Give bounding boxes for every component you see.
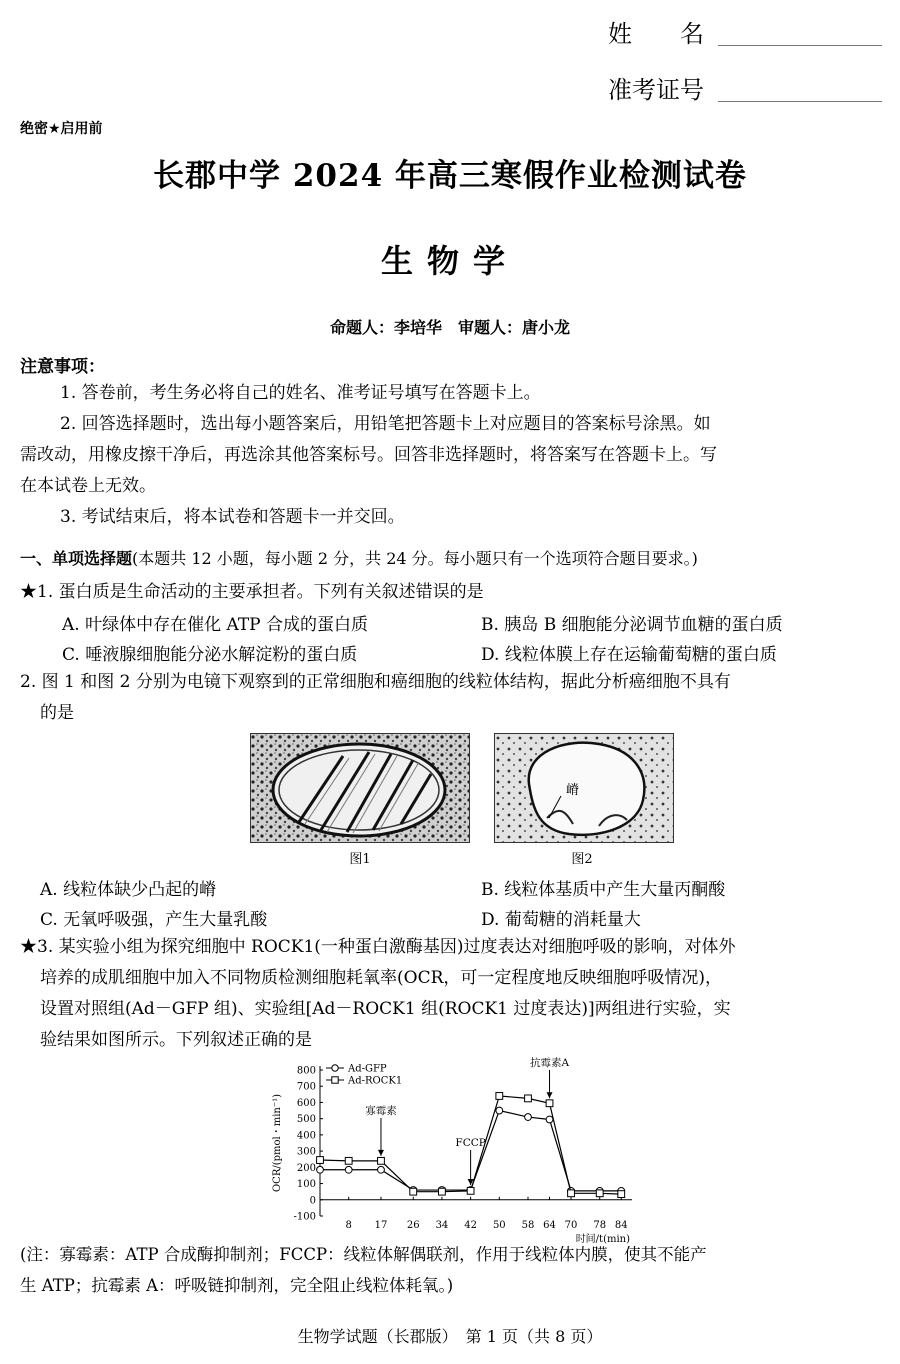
q3-stem: ★3. 某实验小组为探究细胞中 ROCK1(一种蛋白激酶基因)过度表达对细胞呼吸的影响，对体外 bbox=[20, 937, 736, 957]
annotation-arrowhead bbox=[547, 1092, 553, 1098]
annotation-label: 寡霉素 bbox=[365, 1105, 397, 1117]
y-tick-label: 500 bbox=[296, 1114, 316, 1126]
data-point-square bbox=[596, 1190, 603, 1197]
notice-item-2-end: 在本试卷上无效。 bbox=[20, 476, 156, 496]
y-tick-label: 0 bbox=[309, 1195, 316, 1207]
legend-label: Ad-ROCK1 bbox=[348, 1075, 403, 1087]
q1-stem: ★1. 蛋白质是生命活动的主要承担者。下列有关叙述错误的是 bbox=[20, 582, 484, 602]
q1-option-a[interactable]: A. 叶绿体中存在催化 ATP 合成的蛋白质 bbox=[62, 615, 369, 635]
x-tick-label: 64 bbox=[543, 1220, 556, 1231]
x-tick-label: 26 bbox=[406, 1220, 420, 1231]
q2-stem-cont: 的是 bbox=[40, 703, 74, 723]
figure-2-image bbox=[494, 733, 674, 843]
y-tick-label: 300 bbox=[296, 1146, 316, 1158]
x-tick-label: 17 bbox=[374, 1220, 388, 1231]
q2-option-b[interactable]: B. 线粒体基质中产生大量丙酮酸 bbox=[481, 880, 726, 900]
section-title: 一、单项选择题 bbox=[20, 549, 133, 568]
x-axis-label: 时间/t(min) bbox=[575, 1234, 630, 1245]
annotation-label: FCCP bbox=[455, 1137, 486, 1149]
annotation-arrowhead bbox=[378, 1150, 384, 1156]
notice-item-1: 1. 答卷前，考生务必将自己的姓名、准考证号填写在答题卡上。 bbox=[60, 383, 541, 403]
figure-1-image bbox=[250, 733, 470, 843]
y-axis-label: OCR/(pmol・min⁻¹) bbox=[272, 1093, 283, 1193]
y-tick-label: 200 bbox=[296, 1162, 316, 1174]
data-point-square bbox=[317, 1157, 324, 1164]
ocr-line-chart bbox=[262, 1052, 642, 1245]
y-tick-label: 700 bbox=[296, 1081, 316, 1093]
data-point-circle bbox=[546, 1116, 553, 1123]
data-point-circle bbox=[378, 1166, 385, 1173]
q2-option-a[interactable]: A. 线粒体缺少凸起的嵴 bbox=[40, 880, 217, 900]
data-point-square bbox=[410, 1188, 417, 1195]
q3-note-line-2: 生 ATP；抗霉素 A：呼吸链抑制剂，完全阻止线粒体耗氧。) bbox=[20, 1276, 454, 1295]
q3-stem-cont-1: 培养的成肌细胞中加入不同物质检测细胞耗氧率(OCR，可一定程度地反映细胞呼吸情况)， bbox=[40, 968, 723, 988]
y-tick-label: -100 bbox=[293, 1211, 316, 1223]
x-tick-label: 8 bbox=[345, 1220, 352, 1231]
q2-option-c[interactable]: C. 无氧呼吸强，产生大量乳酸 bbox=[40, 910, 268, 930]
notice-heading: 注意事项： bbox=[20, 357, 105, 377]
data-point-circle bbox=[345, 1166, 352, 1173]
x-tick-label: 34 bbox=[435, 1220, 449, 1231]
notice-item-2-cont: 需改动，用橡皮擦干净后，再选涂其他答案标号。回答非选择题时，将答案写在答题卡上。写 bbox=[20, 445, 717, 465]
name-input-line[interactable] bbox=[718, 45, 882, 46]
q2-stem: 2. 图 1 和图 2 分别为电镜下观察到的正常细胞和癌细胞的线粒体结构，据此分析癌细胞不具有 bbox=[20, 672, 731, 692]
q3-stem-cont-3: 验结果如图所示。下列叙述正确的是 bbox=[40, 1030, 312, 1050]
q1-option-d[interactable]: D. 线粒体膜上存在运输葡萄糖的蛋白质 bbox=[481, 645, 777, 665]
exam-id-label: 准考证号 bbox=[608, 76, 704, 104]
q2-option-d[interactable]: D. 葡萄糖的消耗量大 bbox=[481, 910, 641, 930]
exam-title: 长郡中学 2024 年高三寒假作业检测试卷 bbox=[153, 158, 747, 194]
q3-stem-cont-2: 设置对照组(Ad－GFP 组)、实验组[Ad－ROCK1 组(ROCK1 过度表达)]两组进行实验，实 bbox=[40, 999, 731, 1019]
secret-label: 绝密★启用前 bbox=[20, 121, 103, 137]
data-point-circle bbox=[525, 1114, 532, 1121]
legend-marker-square bbox=[332, 1077, 338, 1083]
exam-id-input-line[interactable] bbox=[718, 101, 882, 102]
data-point-square bbox=[467, 1187, 474, 1194]
data-point-square bbox=[378, 1157, 385, 1164]
authors-line: 命题人：李培华 审题人：唐小龙 bbox=[329, 318, 570, 337]
data-point-circle bbox=[496, 1107, 503, 1114]
x-tick-label: 84 bbox=[614, 1220, 628, 1231]
data-point-circle bbox=[317, 1166, 324, 1173]
q1-option-c[interactable]: C. 唾液腺细胞能分泌水解淀粉的蛋白质 bbox=[62, 645, 358, 665]
y-tick-label: 600 bbox=[296, 1097, 316, 1109]
figure-2-crista-label: 嵴 bbox=[566, 783, 580, 798]
section-heading bbox=[20, 546, 698, 569]
subject-title: 生物学 bbox=[380, 242, 519, 280]
data-point-square bbox=[525, 1095, 532, 1102]
y-tick-label: 400 bbox=[296, 1130, 316, 1142]
q3-note bbox=[20, 1239, 880, 1301]
data-point-square bbox=[618, 1191, 625, 1198]
page-footer: 生物学试题（长郡版） 第 1 页（共 8 页） bbox=[297, 1327, 603, 1346]
y-tick-label: 100 bbox=[296, 1179, 316, 1191]
data-point-square bbox=[546, 1100, 553, 1107]
x-tick-label: 50 bbox=[492, 1220, 506, 1231]
legend-marker-circle bbox=[332, 1065, 338, 1071]
x-tick-label: 70 bbox=[564, 1220, 578, 1231]
q1-option-b[interactable]: B. 胰岛 B 细胞能分泌调节血糖的蛋白质 bbox=[481, 615, 783, 635]
section-desc: (本题共 12 小题，每小题 2 分，共 24 分。每小题只有一个选项符合题目要求。) bbox=[132, 549, 698, 568]
x-tick-label: 58 bbox=[521, 1220, 535, 1231]
legend-label: Ad-GFP bbox=[348, 1063, 387, 1075]
name-label: 姓 名 bbox=[608, 20, 704, 48]
x-tick-label: 42 bbox=[464, 1220, 477, 1231]
notice-item-3: 3. 考试结束后，将本试卷和答题卡一并交回。 bbox=[60, 507, 405, 527]
data-point-square bbox=[345, 1157, 352, 1164]
annotation-label: 抗霉素A bbox=[529, 1057, 570, 1069]
x-tick-label: 78 bbox=[593, 1220, 607, 1231]
data-point-square bbox=[439, 1188, 446, 1195]
data-point-square bbox=[496, 1093, 503, 1100]
figure-1-caption: 图1 bbox=[349, 852, 371, 867]
y-tick-label: 800 bbox=[296, 1065, 316, 1077]
data-point-square bbox=[568, 1190, 575, 1197]
q3-note-line-1: (注：寡霉素：ATP 合成酶抑制剂；FCCP：线粒体解偶联剂，作用于线粒体内膜，使其不能产 bbox=[20, 1245, 707, 1264]
notice-item-2: 2. 回答选择题时，选出每小题答案后，用铅笔把答题卡上对应题目的答案标号涂黑。如 bbox=[60, 414, 711, 434]
figure-2-caption: 图2 bbox=[571, 852, 593, 867]
